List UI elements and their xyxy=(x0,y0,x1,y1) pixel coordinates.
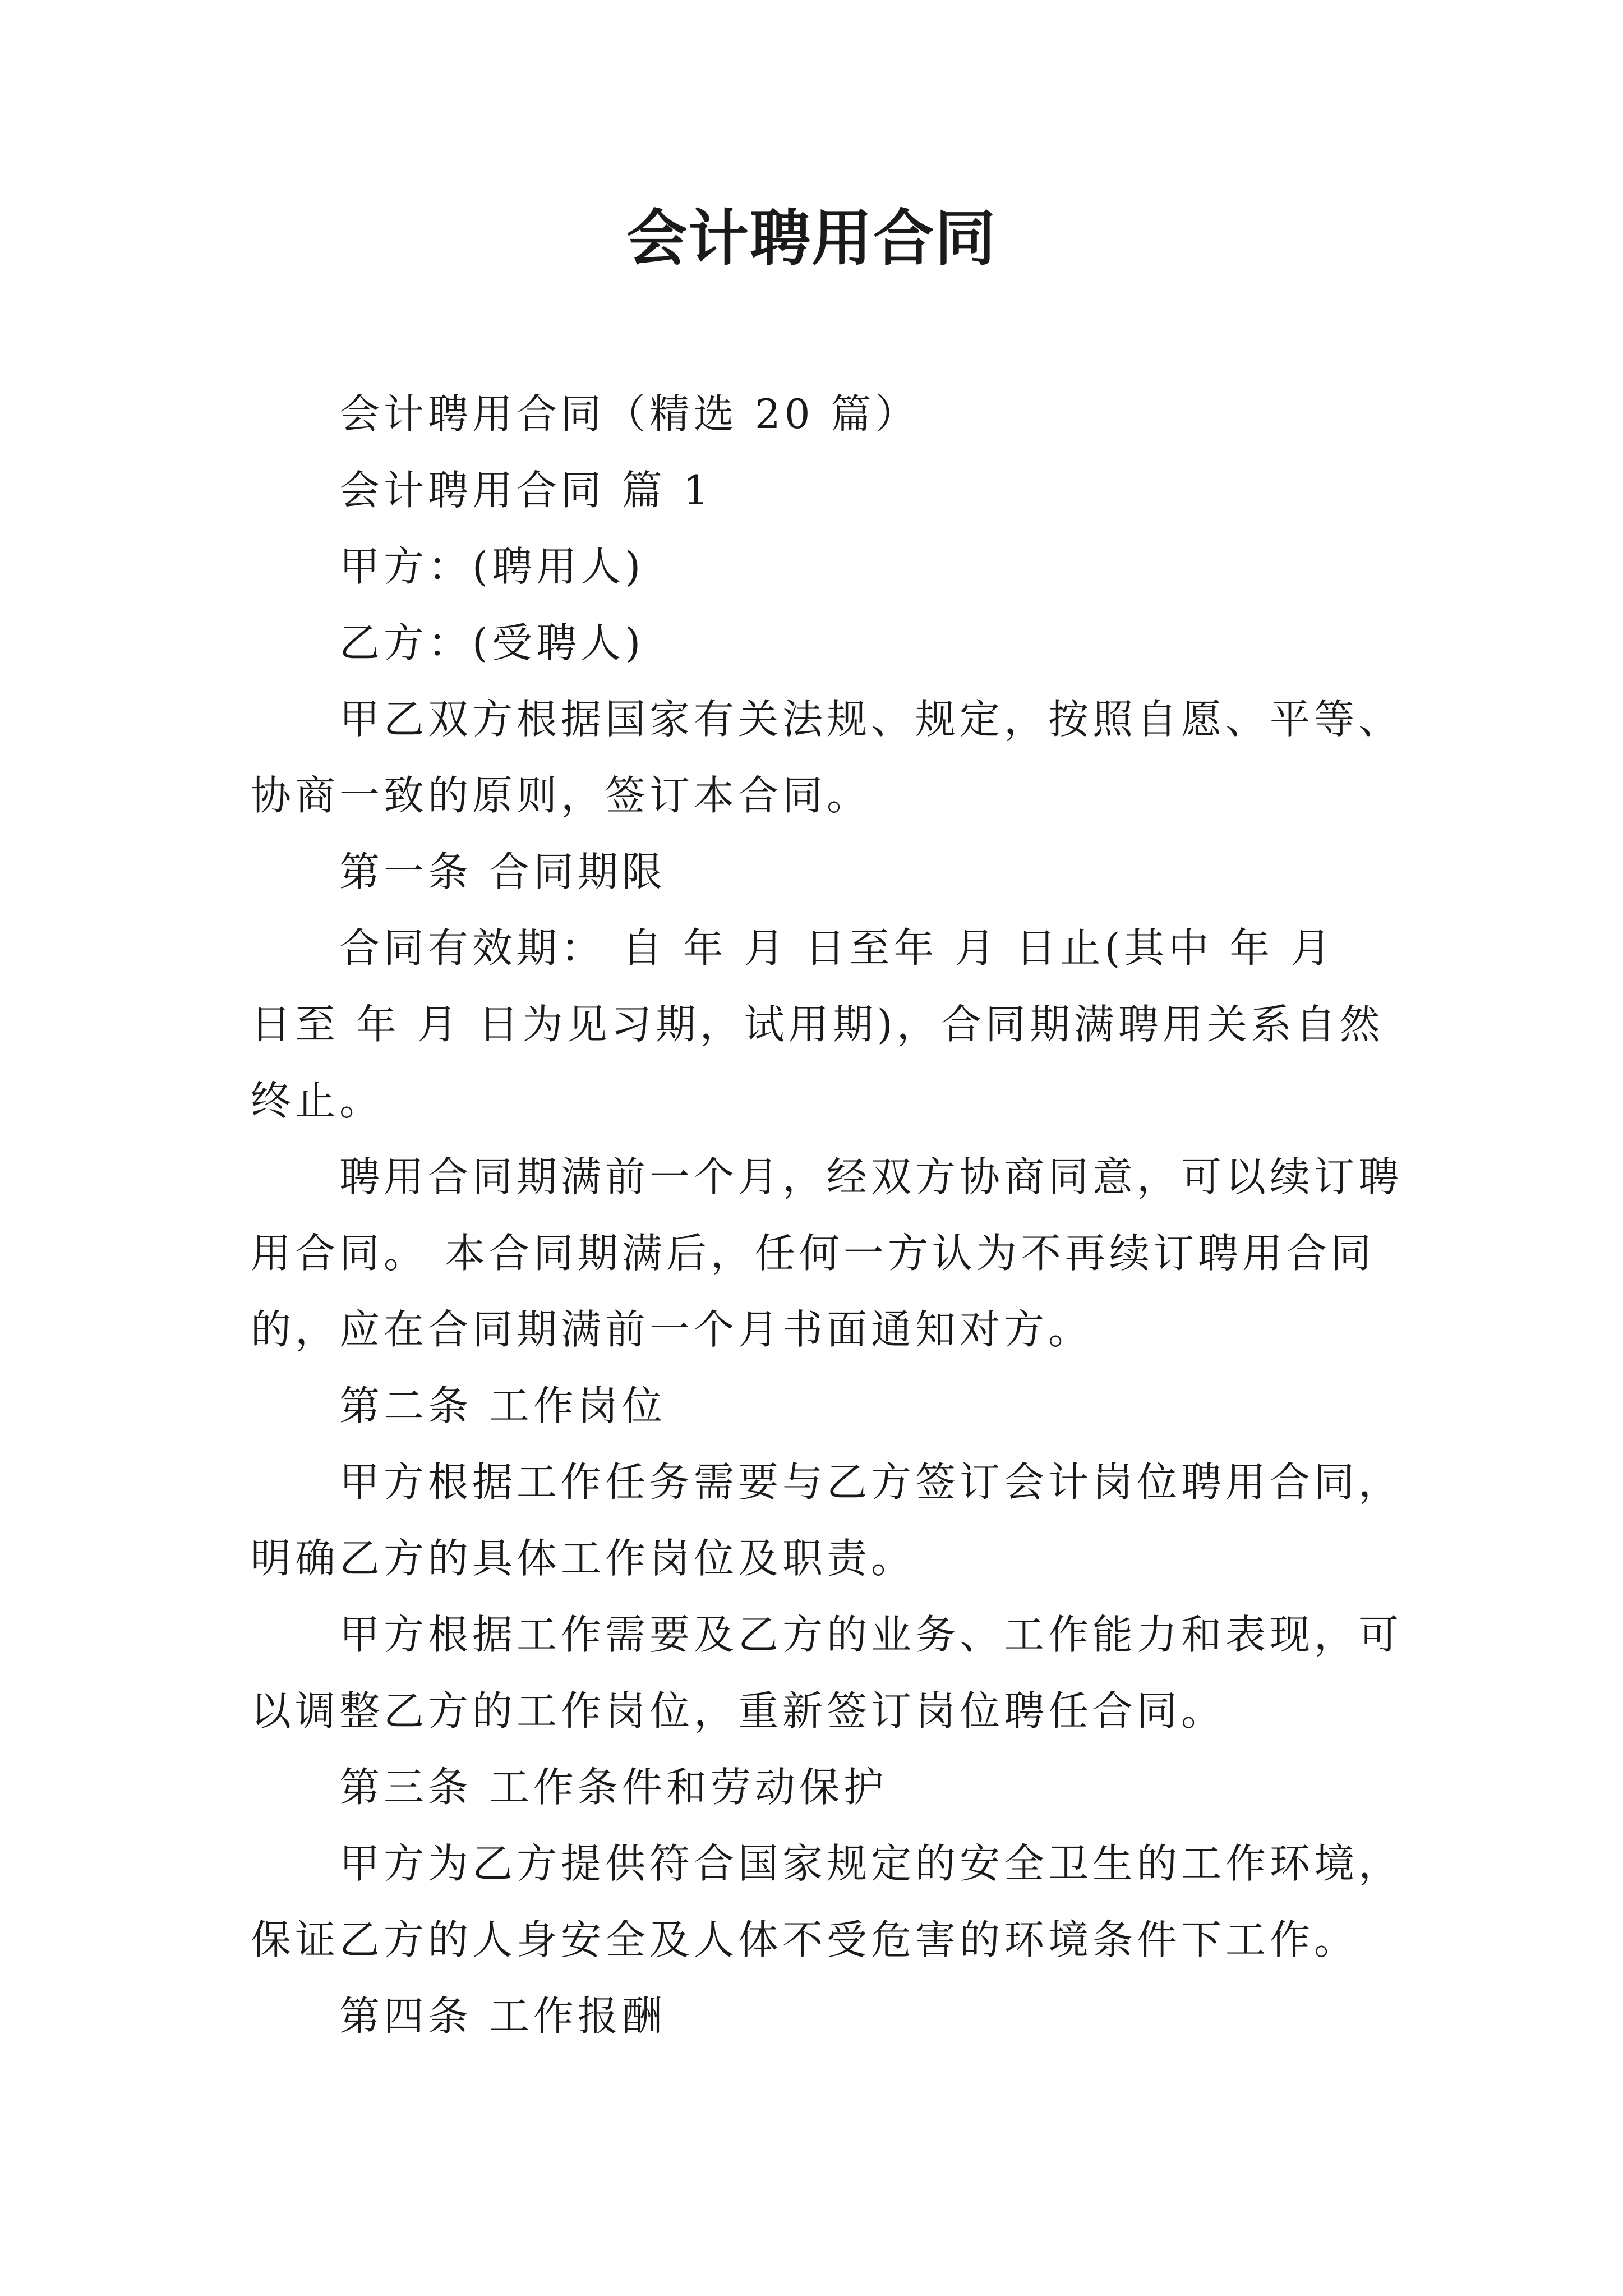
body-line: 的，应在合同期满前一个月书面通知对方。 xyxy=(251,1306,1093,1353)
body-line: 终止。 xyxy=(251,1077,384,1124)
body-line: 甲方根据工作需要及乙方的业务、工作能力和表现，可 xyxy=(339,1611,1403,1658)
document-title: 会计聘用合同 xyxy=(626,203,997,274)
body-line: 甲方：(聘用人) xyxy=(339,543,645,590)
body-line: 甲方根据工作任务需要与乙方签订会计岗位聘用合同， xyxy=(339,1458,1403,1506)
body-line: 第四条 工作报酬 xyxy=(339,1993,666,2040)
body-line: 协商一致的原则，签订本合同。 xyxy=(251,772,872,819)
body-line: 保证乙方的人身安全及人体不受危害的环境条件下工作。 xyxy=(251,1916,1359,1963)
body-line: 明确乙方的具体工作岗位及职责。 xyxy=(251,1535,916,1582)
body-line: 会计聘用合同（精选 20 篇） xyxy=(339,390,920,438)
body-line: 会计聘用合同 篇 1 xyxy=(339,467,713,514)
body-line: 甲乙双方根据国家有关法规、规定，按照自愿、平等、 xyxy=(339,696,1403,743)
body-line: 第一条 合同期限 xyxy=(339,848,666,895)
body-line: 聘用合同期满前一个月，经双方协商同意，可以续订聘 xyxy=(339,1153,1403,1200)
body-line: 甲方为乙方提供符合国家规定的安全卫生的工作环境， xyxy=(339,1840,1403,1887)
body-line: 用合同。 本合同期满后，任何一方认为不再续订聘用合同 xyxy=(251,1230,1375,1277)
body-line: 乙方：(受聘人) xyxy=(339,619,645,666)
body-line: 合同有效期： 自 年 月 日至年 月 日止(其中 年 月 xyxy=(339,924,1335,972)
body-line: 日至 年 月 日为见习期，试用期)，合同期满聘用关系自然 xyxy=(251,1001,1384,1048)
document-body xyxy=(251,376,1403,2054)
body-line: 以调整乙方的工作岗位，重新签订岗位聘任合同。 xyxy=(251,1687,1226,1734)
body-line: 第三条 工作条件和劳动保护 xyxy=(339,1764,888,1811)
body-line: 第二条 工作岗位 xyxy=(339,1382,666,1429)
